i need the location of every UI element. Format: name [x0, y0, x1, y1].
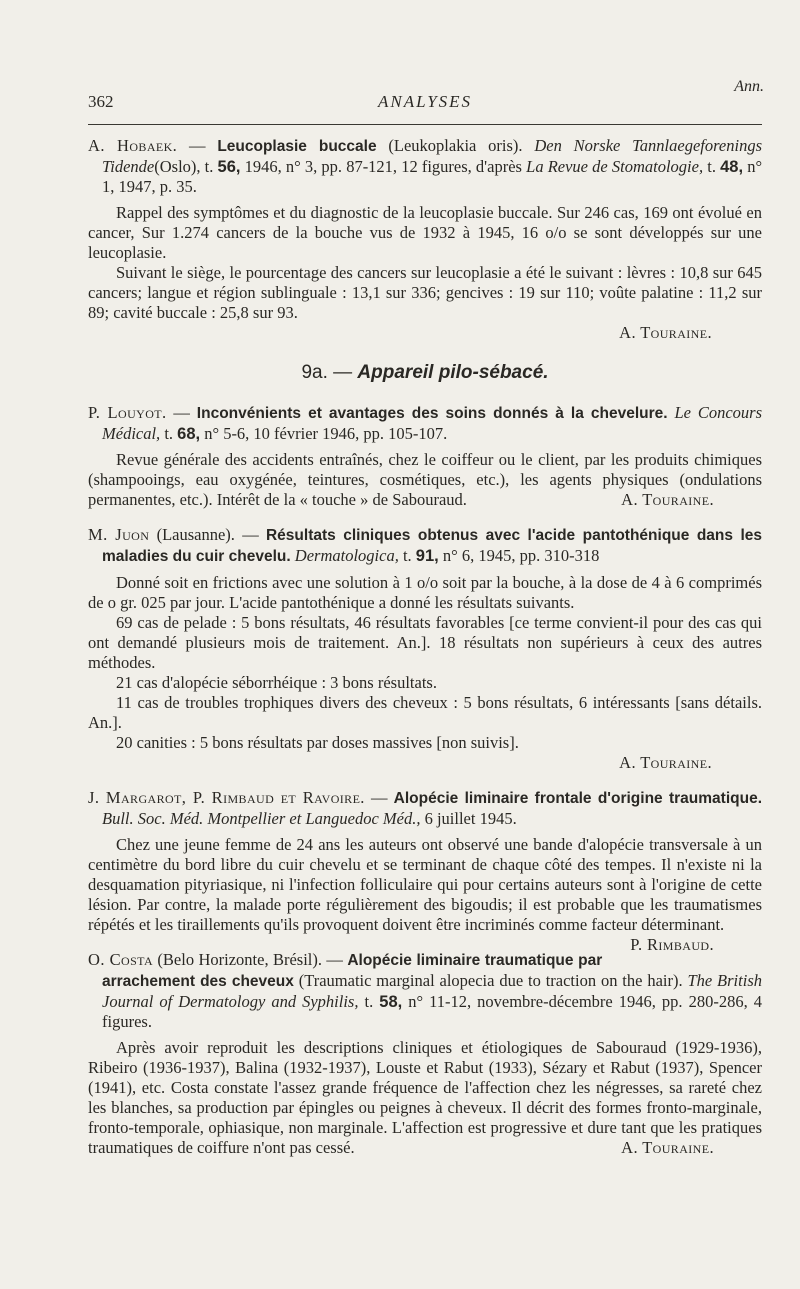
section-title: Appareil pilo-sébacé.	[357, 362, 549, 383]
page-number: 362	[88, 92, 114, 111]
article-title: Alopécie liminaire traumatique par arrachement des cheveux	[102, 952, 603, 990]
journal-name: Bull. Soc. Méd. Montpellier et Languedoc Méd.,	[102, 809, 421, 828]
citation: M. Juon (Lausanne). — Résultats cliniques obtenus avec l'acide pantothénique dans les maladies du cuir chevelu. Dermatologica, t. 91, n° 6, 1945, pp. 310-318	[88, 525, 763, 565]
author: P. Louyot.	[88, 403, 167, 422]
abstract-paragraph: Rappel des symptômes et du diagnostic de la leucoplasie buccale. Sur 246 cas, 169 ont évolué en cancer, Sur 1.274 cancers de la bouche vus de 1932 à 1945, 16 o/o se sont développés sur une leucoplasie.	[88, 203, 762, 262]
header-rule	[88, 124, 762, 125]
abstract-entry	[88, 525, 762, 773]
article-title: Leucoplasie buccale	[217, 138, 377, 155]
author: M. Juon	[88, 525, 150, 544]
abstract-paragraph: 11 cas de troubles trophiques divers des cheveux : 5 bons résultats, 6 intéressants [sans détails. An.].	[88, 693, 762, 732]
abstract-entry	[88, 403, 762, 510]
reviewer-signature: A. Touraine.	[619, 753, 712, 772]
article-title: Résultats cliniques obtenus avec l'acide pantothénique dans les maladies du cuir chevelu.	[102, 527, 763, 565]
abstract-paragraph: Revue générale des accidents entraînés, chez le coiffeur ou le client, par les produits chimiques (shampooings, eau oxygénée, teintures, cosmétiques, etc.), les agents physiques (ondulations permanentes, etc.). Intérêt de la « touche » de Sabouraud. A. Touraine.	[88, 450, 762, 509]
volume: 56,	[217, 158, 241, 176]
reviewer-signature: A. Touraine.	[619, 323, 712, 342]
citation: O. Costa (Belo Horizonte, Brésil). — Alopécie liminaire traumatique par arrachement des cheveux (Traumatic marginal alopecia due to traction on the hair). The British Journal of Dermatology and Syphilis, t. 58, n° 11-12, novembre-décembre 1946, pp. 280-286, 4 figures.	[88, 950, 762, 1031]
citation: A. Hobaek. — Leucoplasie buccale (Leukoplakia oris). Den Norske Tannlaegeforenings Tidende(Oslo), t. 56, 1946, n° 3, pp. 87-121, 12 figures, d'après La Revue de Stomatologie, t. 48, n° 1, 1947, p. 35.	[88, 136, 763, 196]
author: A. Hobaek.	[88, 136, 178, 155]
citation: P. Louyot. — Inconvénients et avantages des soins donnés à la chevelure. Le Concours Médical, t. 68, n° 5-6, 10 février 1946, pp. 105-107.	[88, 403, 763, 443]
abstract-entry	[88, 136, 762, 343]
journal-name: Den Norske Tannlaegeforenings Tidende	[102, 136, 763, 176]
volume: 58,	[379, 993, 403, 1011]
reviewer-signature: P. Rimbaud.	[630, 935, 714, 954]
abstract-paragraph: 20 canities : 5 bons résultats par doses massives [non suivis].	[116, 733, 519, 752]
citation: J. Margarot, P. Rimbaud et Ravoire. — Alopécie liminaire frontale d'origine traumatique. Bull. Soc. Méd. Montpellier et Languedoc Méd., 6 juillet 1945.	[88, 788, 763, 828]
page-header	[88, 92, 762, 118]
volume: 68,	[177, 425, 201, 443]
abstract-entry	[88, 950, 762, 1158]
running-title: ANALYSES	[377, 92, 473, 111]
abstract-paragraph: Chez une jeune femme de 24 ans les auteurs ont observé une bande d'alopécie transversale à un centimètre du bord libre du cuir chevelu et se terminant de chaque côté des tempes. Il n'existe ni la desquamation pityriasique, ni l'infection folliculaire qui pour certains auteurs sont à l'origine de cette lésion. Par contre, la malade porte régulièrement des bigoudis; il est probable que les traumatismes répétés et les tiraillements qu'ils provoquent doivent être incriminés comme facteur déterminant. P. Rimbaud.	[88, 835, 762, 954]
journal-name: Dermatologica,	[294, 546, 399, 565]
abstract-paragraph: Après avoir reproduit les descriptions cliniques et étiologiques de Sabouraud (1929-1936), Ribeiro (1936-1937), Balina (1932-1937), Louste et Rabut (1933), Sézary et Rabut (1937), Spencer (1941), etc. Costa constate l'assez grande fréquence de l'affection chez les négresses, sa rareté chez les blanches, sa production par épingles ou peignes à cheveux. Il décrit des formes fronto-marginale, fronto-temporale, ophiasique, non marginale. L'affection est progressive et dure tant que les pratiques traumatiques de coiffure n'ont pas cessé. A. Touraine.	[88, 1038, 762, 1157]
article-title: Inconvénients et avantages des soins donnés à la chevelure.	[196, 405, 668, 422]
corner-annotation: Ann.	[734, 78, 764, 95]
author: O. Costa	[88, 950, 154, 969]
section-heading: 9a. — Appareil pilo-sébacé.	[301, 362, 549, 383]
abstract-entry	[88, 788, 763, 954]
abstract-paragraph: 69 cas de pelade : 5 bons résultats, 46 résultats favorables [ce terme convient-il pour des cas qui ont demandé plusieurs mois de traitement. An.]. 18 résultats non supérieurs à ceux des autres méthodes.	[88, 613, 762, 672]
section-number: 9a.	[301, 362, 328, 383]
journal-name: Le Concours Médical,	[102, 403, 763, 443]
article-title: Alopécie liminaire frontale d'origine traumatique.	[393, 790, 763, 807]
journal-name: The British Journal of Dermatology and Syphilis,	[102, 971, 762, 1011]
volume: 91,	[415, 547, 439, 565]
author: J. Margarot, P. Rimbaud et Ravoire.	[88, 788, 365, 807]
page-content	[88, 136, 762, 1173]
reviewer-signature: A. Touraine.	[621, 1138, 714, 1157]
abstract-paragraph: 21 cas d'alopécie séborrhéique : 3 bons résultats.	[116, 673, 437, 692]
reviewer-signature: A. Touraine.	[621, 490, 714, 509]
abstract-paragraph: Suivant le siège, le pourcentage des cancers sur leucoplasie a été le suivant : lèvres : 10,8 sur 645 cancers; langue et région sublinguale : 13,1 sur 336; gencives : 19 sur 110; voûte palatine : 11,2 sur 89; cavité buccale : 25,8 sur 93.	[88, 263, 762, 322]
abstract-paragraph: Donné soit en frictions avec une solution à 1 o/o soit par la bouche, à la dose de 4 à 6 comprimés de o gr. 025 par jour. L'acide pantothénique a donné les résultats suivants.	[88, 573, 762, 612]
